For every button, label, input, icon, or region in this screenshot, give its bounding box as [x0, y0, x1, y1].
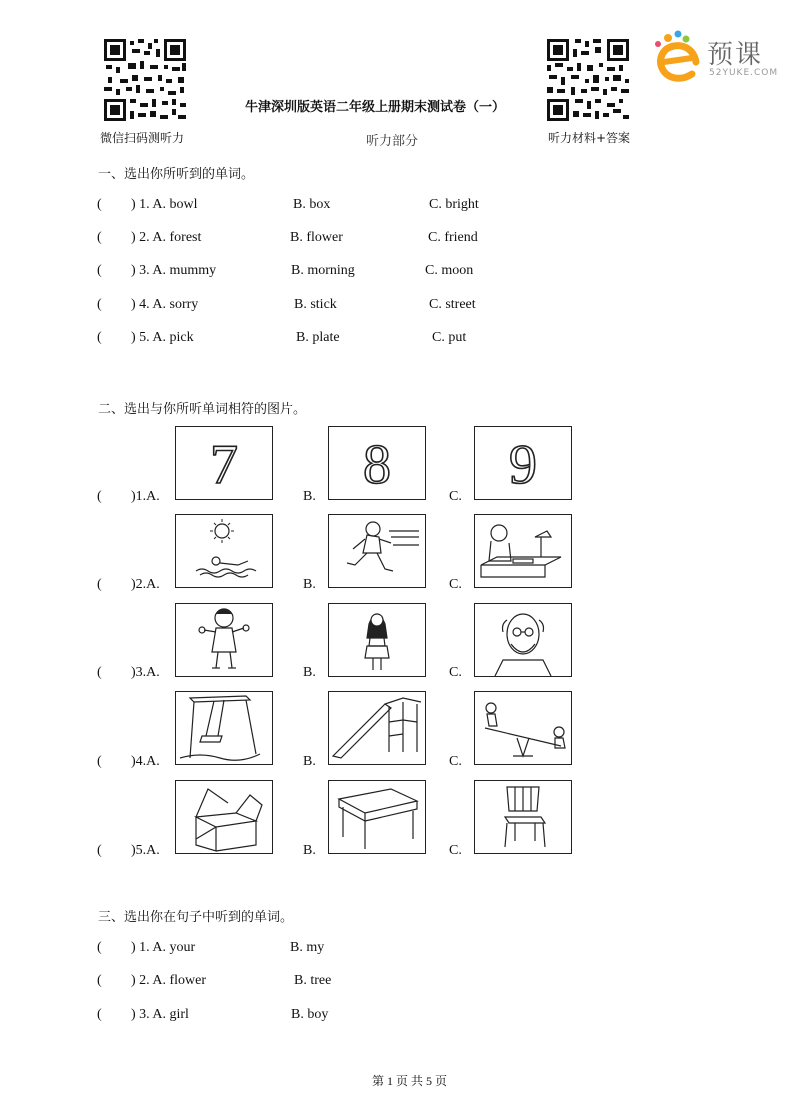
option-b-label: B.	[303, 754, 316, 769]
answer-bracket[interactable]: (	[97, 1007, 102, 1022]
logo-subtext: 52YUKE.COM	[709, 68, 779, 78]
picture-girl-at-desk[interactable]	[474, 514, 572, 588]
question-option-a: ) 2. A. flower	[131, 973, 207, 988]
picture-girl[interactable]	[328, 603, 426, 677]
qr-right-caption: 听力材料+答案	[548, 131, 631, 145]
option-b-label: B.	[303, 489, 316, 504]
question-option-b: B. plate	[296, 330, 340, 345]
option-c-label: C.	[449, 754, 462, 769]
digit-seven: 7	[210, 434, 238, 496]
option-c-label: C.	[449, 489, 462, 504]
question-option-a: ) 1. A. bowl	[131, 197, 198, 212]
picture-slide[interactable]	[328, 691, 426, 765]
answer-bracket[interactable]: (	[97, 940, 102, 955]
logo-text: 预课	[707, 40, 764, 70]
option-c-label: C.	[449, 843, 462, 858]
answer-bracket[interactable]: (	[97, 843, 102, 858]
answer-bracket[interactable]: (	[97, 754, 102, 769]
picture-chair[interactable]	[474, 780, 572, 854]
picture-question-label: )3.A.	[131, 665, 160, 680]
qr-code-right	[545, 37, 631, 123]
option-b-label: B.	[303, 577, 316, 592]
picture-box[interactable]	[175, 780, 273, 854]
option-b-label: B.	[303, 843, 316, 858]
answer-bracket[interactable]: (	[97, 577, 102, 592]
question-option-b: B. stick	[294, 297, 337, 312]
picture-desk[interactable]	[328, 780, 426, 854]
answer-bracket[interactable]: (	[97, 489, 102, 504]
question-option-b: B. boy	[291, 1007, 329, 1022]
question-option-c: C. moon	[425, 263, 474, 278]
answer-bracket[interactable]: (	[97, 230, 102, 245]
picture-digit-eight[interactable]	[328, 426, 426, 500]
picture-question-label: )5.A.	[131, 843, 160, 858]
option-c-label: C.	[449, 577, 462, 592]
picture-old-man[interactable]	[474, 603, 572, 677]
page-subtitle: 听力部分	[366, 134, 419, 149]
section2-heading: 二、选出与你所听单词相符的图片。	[98, 402, 307, 417]
question-option-c: C. friend	[428, 230, 478, 245]
picture-swing[interactable]	[175, 691, 273, 765]
question-option-a: ) 5. A. pick	[131, 330, 194, 345]
question-option-b: B. tree	[294, 973, 332, 988]
question-option-b: B. box	[293, 197, 331, 212]
option-b-label: B.	[303, 665, 316, 680]
section3-heading: 三、选出你在句子中听到的单词。	[98, 910, 294, 925]
question-option-a: ) 3. A. girl	[131, 1007, 189, 1022]
picture-boy[interactable]	[175, 603, 273, 677]
question-option-c: C. street	[429, 297, 476, 312]
answer-bracket[interactable]: (	[97, 197, 102, 212]
section1-heading: 一、选出你所听到的单词。	[98, 167, 255, 182]
answer-bracket[interactable]: (	[97, 297, 102, 312]
picture-digit-nine[interactable]	[474, 426, 572, 500]
picture-seesaw[interactable]	[474, 691, 572, 765]
qr-left-caption: 微信扫码测听力	[100, 131, 185, 145]
digit-nine: 9	[509, 434, 537, 496]
question-option-a: ) 4. A. sorry	[131, 297, 199, 312]
question-option-a: ) 3. A. mummy	[131, 263, 217, 278]
picture-question-label: )2.A.	[131, 577, 160, 592]
question-option-b: B. morning	[291, 263, 355, 278]
page-footer: 第 1 页 共 5 页	[372, 1074, 448, 1088]
picture-swimming-sun[interactable]	[175, 514, 273, 588]
question-option-a: ) 2. A. forest	[131, 230, 202, 245]
answer-bracket[interactable]: (	[97, 973, 102, 988]
picture-digit-seven[interactable]	[175, 426, 273, 500]
page-title: 牛津深圳版英语二年级上册期末测试卷（一）	[245, 100, 506, 115]
picture-question-label: )1.A.	[131, 489, 160, 504]
answer-bracket[interactable]: (	[97, 665, 102, 680]
qr-code-left	[102, 37, 188, 123]
question-option-c: C. put	[432, 330, 467, 345]
question-option-b: B. flower	[290, 230, 343, 245]
question-option-a: ) 1. A. your	[131, 940, 196, 955]
answer-bracket[interactable]: (	[97, 330, 102, 345]
digit-eight: 8	[363, 434, 391, 496]
option-c-label: C.	[449, 665, 462, 680]
question-option-c: C. bright	[429, 197, 479, 212]
question-option-b: B. my	[290, 940, 325, 955]
answer-bracket[interactable]: (	[97, 263, 102, 278]
picture-question-label: )4.A.	[131, 754, 160, 769]
picture-running-girl[interactable]	[328, 514, 426, 588]
